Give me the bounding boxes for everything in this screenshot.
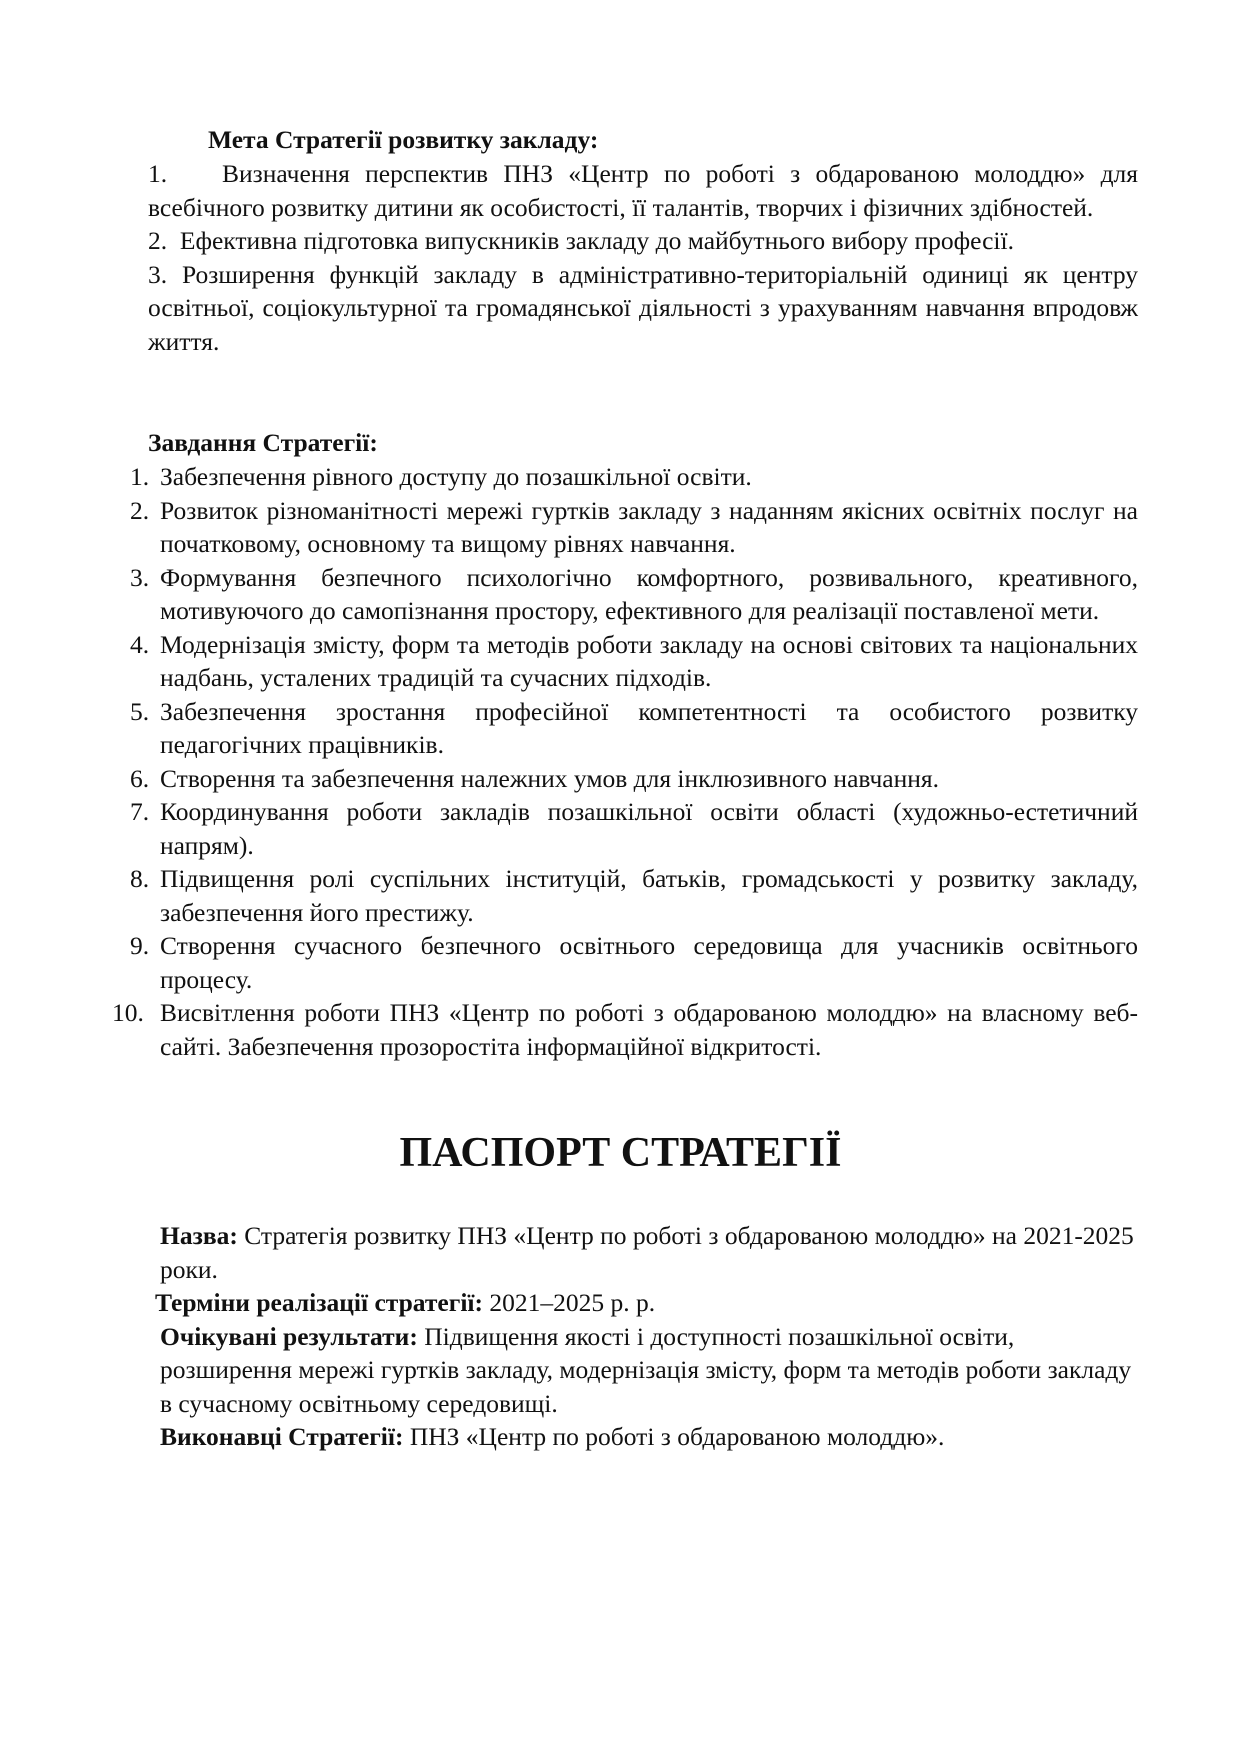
task-item-number: 7. [130,797,150,826]
task-item-text: Створення сучасного безпечного освітнього середовища для учасників освітнього процесу. [160,931,1138,994]
task-item-number: 1. [130,462,150,491]
goal-item-text: Розширення функцій закладу в адміністративно-територіальній одиниці як центру освітньої, соціокультурної та громадянської діяльності з урахуванням навчання впродовж життя. [148,259,1139,356]
goal-item-number: 2. [148,226,168,255]
goal-item-number: 1. [148,159,168,188]
goal-item-text: Ефективна підготовка випускників закладу до майбутнього вибору професії. [179,226,1014,255]
task-item-number: 10. [112,998,144,1027]
passport-terms-value: 2021–2025 р. р. [489,1288,656,1317]
task-item [130,929,1138,996]
task-item-text: Координування роботи закладів позашкільної освіти області (художньо-естетичний напрям). [160,797,1138,860]
task-item-number: 5. [130,696,150,726]
passport-name-label: Назва: [160,1221,238,1250]
goal-heading: Мета Стратегії розвитку закладу: [208,125,599,154]
task-item [112,996,1138,1063]
goal-item [148,157,1138,224]
tasks-list [112,460,1138,1063]
task-item-text: Забезпечення зростання професійної компетентності та особистого розвитку педагогічних працівників. [160,696,1138,759]
task-item-number: 8. [130,864,150,893]
task-item [130,695,1138,762]
task-item-number: 6. [130,763,150,793]
passport-section [155,1219,1145,1454]
passport-executors-label: Виконавці Стратегії: [160,1422,404,1451]
task-item [130,561,1138,628]
task-item-text: Забезпечення рівного доступу до позашкільної освіти. [160,462,752,491]
task-item [130,862,1138,929]
passport-results-value: Підвищення якості і доступності позашкільної освіти, розширення мережі гуртків закладу, модернізація змісту, форм та методів роботи закладу в сучасному освітньому середовищі. [160,1321,1132,1418]
passport-title: ПАСПОРТ СТРАТЕГІЇ [399,1130,842,1176]
goal-item-text: Визначення перспектив ПНЗ «Центр по роботі з обдарованою молоддю» для всебічного розвитку дитини як особистості, її талантів, творчих і фізичних здібностей. [148,159,1138,222]
task-item-text: Формування безпечного психологічно комфортного, розвивального, креативного, мотивуючого до самопізнання простору, ефективного для реалізації поставленої мети. [160,562,1138,625]
passport-name-value: Стратегія розвитку ПНЗ «Центр по роботі з обдарованою молоддю» на 2021-2025 роки. [160,1221,1134,1284]
passport-results-row [160,1320,1145,1421]
passport-name-row [160,1219,1145,1286]
task-item [130,762,1138,796]
task-item-text: Підвищення ролі суспільних інституцій, батьків, громадськості у розвитку закладу, забезпечення його престижу. [160,864,1138,927]
passport-executors-value: ПНЗ «Центр по роботі з обдарованою молоддю». [409,1422,945,1451]
passport-results-label: Очікувані результати: [160,1321,418,1351]
task-item-number: 3. [130,562,150,592]
task-item-text: Створення та забезпечення належних умов для інклюзивного навчання. [160,763,940,793]
task-item-number: 2. [130,495,150,525]
task-item [130,494,1138,561]
task-item-number: 4. [130,629,150,659]
goal-item [148,224,1138,258]
passport-terms-row [155,1286,1145,1320]
goal-item [148,258,1138,359]
task-item-text: Висвітлення роботи ПНЗ «Центр по роботі з обдарованою молоддю» на власному веб-сайті. Забезпечення прозоростіта інформаційної відкритості. [160,998,1138,1061]
task-item-number: 9. [130,931,150,960]
task-item-text: Модернізація змісту, форм та методів роботи закладу на основі світових та національних надбань, усталених традицій та сучасних підходів. [160,629,1138,692]
tasks-heading: Завдання Стратегії: [148,428,378,457]
task-item [130,795,1138,862]
passport-terms-label: Терміни реалізації стратегії: [155,1288,483,1317]
goal-item-number: 3. [148,259,168,289]
task-item [130,460,1138,494]
task-item-text: Розвиток різноманітності мережі гуртків закладу з наданням якісних освітніх послуг на початковому, основному та вищому рівнях навчання. [160,495,1138,558]
passport-executors-row [160,1420,1145,1454]
goal-list [148,157,1138,358]
task-item [130,628,1138,695]
